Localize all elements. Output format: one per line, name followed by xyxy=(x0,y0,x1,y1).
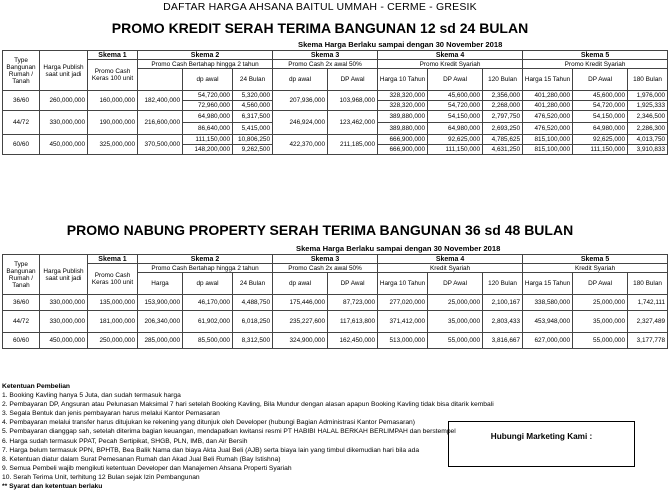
terms-item: 5. Pembayaran dianggap sah, setelah diterima bagian keuangan, mendapatkan kwitansi resmi PT HABIBI HALAL BERKAH BERLIMPAH dan berstempel xyxy=(2,428,456,436)
table-row xyxy=(3,135,668,145)
cell-skema5-dp: 54,150,000 xyxy=(573,111,628,123)
cell-harga: 330,000,000 xyxy=(40,295,88,311)
header-skema3: Skema 3 xyxy=(273,255,378,264)
cell-s5a: 338,580,000 xyxy=(523,295,573,311)
cell-s5c: 2,327,489 xyxy=(628,311,668,333)
cell-skema5-dp: 54,720,000 xyxy=(573,101,628,111)
cell-skema5-dp: 45,600,000 xyxy=(573,91,628,101)
cell-dp: 85,500,000 xyxy=(183,333,233,349)
header-s2-sub: Promo Cash Bertahap hingga 2 tahun xyxy=(138,60,273,69)
terms-footnote: ** Syarat dan ketentuan berlaku xyxy=(2,483,103,491)
cell-skema5-dp: 64,980,000 xyxy=(573,123,628,135)
cell-type: 44/72 xyxy=(3,311,40,333)
cell-s2: 153,900,000 xyxy=(138,295,183,311)
cell-skema2-24bulan: 9,262,500 xyxy=(233,145,273,155)
cell-s4c: 2,803,433 xyxy=(483,311,523,333)
header-s5-180: 180 Bulan xyxy=(628,69,668,91)
cell-skema4-120: 2,693,250 xyxy=(483,123,523,135)
header-s4-dp: DP Awal xyxy=(428,69,483,91)
cell-type: 36/60 xyxy=(3,91,40,111)
cell-s5b: 35,000,000 xyxy=(573,311,628,333)
cell-skema2-dp: 72,960,000 xyxy=(183,101,233,111)
header-24-bulan: 24 Bulan xyxy=(233,273,273,295)
cell-skema4-harga: 389,880,000 xyxy=(378,111,428,123)
header-s3-dp-awal2: DP Awal xyxy=(328,273,378,295)
header-s3-dp-awal: dp awal xyxy=(273,273,328,295)
terms-item: 7. Harga belum termasuk PPN, BPHTB, Bea Balik Nama dan biaya Akta Jual Beli (AJB) serta biaya lain yang timbul dikemudian hari bila ada xyxy=(2,446,420,454)
header-skema2: Skema 2 xyxy=(138,51,273,60)
header-skema2: Skema 2 xyxy=(138,255,273,264)
cell-s4b: 35,000,000 xyxy=(428,311,483,333)
cell-skema2-dp: 64,980,000 xyxy=(183,111,233,123)
cell-skema4-dp: 54,720,000 xyxy=(428,101,483,111)
header-s4-sub: Promo Kredit Syariah xyxy=(378,60,523,69)
header-s3-sub: Promo Cash 2x awal 50% xyxy=(273,60,378,69)
table-row xyxy=(3,295,668,311)
header-type: Type Bangunan Rumah / Tanah xyxy=(3,255,40,295)
header-s5-180: 180 Bulan xyxy=(628,273,668,295)
terms-item: 4. Pembayaran melalui transfer harus ditujukan ke rekening yang ditunjuk oleh Developer (hubungi Bagian Administrasi Kantor Pemasaran) xyxy=(2,419,416,427)
header-s4-harga: Harga 10 Tahun xyxy=(378,69,428,91)
cell-dp: 46,170,000 xyxy=(183,295,233,311)
table-row xyxy=(3,111,668,123)
cell-skema4-dp: 45,600,000 xyxy=(428,91,483,101)
header-type: Type Bangunan Rumah / Tanah xyxy=(3,51,40,91)
header-s1-sub: Promo Cash Keras 100 unit xyxy=(88,264,138,295)
header-s1-sub: Promo Cash Keras 100 unit xyxy=(88,60,138,91)
cell-s5a: 627,000,000 xyxy=(523,333,573,349)
header-skema5: Skema 5 xyxy=(523,51,668,60)
cell-s1: 181,000,000 xyxy=(88,311,138,333)
cell-skema3-b: 123,462,000 xyxy=(328,111,378,135)
promo1-title: PROMO KREDIT SERAH TERIMA BANGUNAN 12 sd 24 BULAN xyxy=(111,20,529,36)
table-row xyxy=(3,311,668,333)
cell-skema4-harga: 666,900,000 xyxy=(378,135,428,145)
cell-s5a: 453,948,000 xyxy=(523,311,573,333)
cell-s4a: 277,020,000 xyxy=(378,295,428,311)
cell-harga: 260,000,000 xyxy=(40,91,88,111)
header-s5-harga: Harga 15 Tahun xyxy=(523,273,573,295)
cell-skema1: 160,000,000 xyxy=(88,91,138,111)
cell-s4b: 55,000,000 xyxy=(428,333,483,349)
cell-s1: 135,000,000 xyxy=(88,295,138,311)
cell-type: 60/60 xyxy=(3,135,40,155)
header-dp-awal: dp awal xyxy=(183,69,233,91)
cell-skema1: 325,000,000 xyxy=(88,135,138,155)
cell-skema2-dp: 111,150,000 xyxy=(183,135,233,145)
header-skema5: Skema 5 xyxy=(523,255,668,264)
header-s5-sub: Promo Kredit Syariah xyxy=(523,60,668,69)
promo1-table xyxy=(2,50,668,155)
header-skema1: Skema 1 xyxy=(88,51,138,60)
header-s3-dp-awal2: DP Awal xyxy=(328,69,378,91)
cell-s2: 285,000,000 xyxy=(138,333,183,349)
cell-skema5-180: 2,286,300 xyxy=(628,123,668,135)
header-skema1: Skema 1 xyxy=(88,255,138,264)
cell-skema2-dp: 86,640,000 xyxy=(183,123,233,135)
cell-type: 44/72 xyxy=(3,111,40,135)
promo1-subtitle: Skema Harga Berlaku sampai dengan 30 November 2018 xyxy=(298,40,503,49)
header-s5-dp: DP Awal xyxy=(573,273,628,295)
terms-item: 1. Booking Kavling hanya 5 Juta, dan sudah termasuk harga xyxy=(2,392,181,400)
cell-skema4-dp: 54,150,000 xyxy=(428,111,483,123)
cell-harga: 330,000,000 xyxy=(40,311,88,333)
cell-skema2-harga: 370,500,000 xyxy=(138,135,183,155)
cell-s5b: 55,000,000 xyxy=(573,333,628,349)
cell-skema5-180: 2,346,500 xyxy=(628,111,668,123)
header-24-bulan: 24 Bulan xyxy=(233,69,273,91)
cell-s5b: 25,000,000 xyxy=(573,295,628,311)
cell-skema4-harga: 389,880,000 xyxy=(378,123,428,135)
header-skema4: Skema 4 xyxy=(378,255,523,264)
cell-skema4-120: 2,268,000 xyxy=(483,101,523,111)
terms-item: 2. Pembayaran DP, Angsuran atau Pelunasan Maksimal 7 hari setelah Booking Kavling, Bila Mundur dengan alasan apapun Booking Kavling tidak bisa ditarik kembali xyxy=(2,401,494,409)
terms-item: 6. Harga sudah termasuk PPAT, Pecah Sertipikat, SHGB, PLN, IMB, dan Air Bersih xyxy=(2,437,248,445)
cell-skema2-24bulan: 5,320,000 xyxy=(233,91,273,101)
header-dp-awal: dp awal xyxy=(183,273,233,295)
header-s4-dp: DP Awal xyxy=(428,273,483,295)
header-s2-sub: Promo Cash Bertahap hingga 2 tahun xyxy=(138,264,273,273)
cell-s4a: 371,412,000 xyxy=(378,311,428,333)
header-s4-harga: Harga 10 Tahun xyxy=(378,273,428,295)
cell-skema4-120: 2,797,750 xyxy=(483,111,523,123)
cell-skema5-180: 4,013,750 xyxy=(628,135,668,145)
cell-skema4-120: 4,631,250 xyxy=(483,145,523,155)
cell-skema2-24bulan: 6,317,500 xyxy=(233,111,273,123)
cell-b24: 6,018,250 xyxy=(233,311,273,333)
cell-skema4-harga: 328,320,000 xyxy=(378,91,428,101)
cell-skema5-180: 3,910,833 xyxy=(628,145,668,155)
cell-skema5-180: 1,925,333 xyxy=(628,101,668,111)
cell-skema3-a: 207,936,000 xyxy=(273,91,328,111)
promo2-table xyxy=(2,254,668,349)
header-s2-harga: Harga xyxy=(138,273,183,295)
table-row xyxy=(3,91,668,101)
cell-skema2-24bulan: 4,560,000 xyxy=(233,101,273,111)
cell-s2: 206,340,000 xyxy=(138,311,183,333)
terms-item: 8. Ketentuan diatur dalam Surat Pemesanan Rumah dan Akad Jual Beli Rumah (Bay Istishna) xyxy=(2,455,281,463)
cell-harga: 330,000,000 xyxy=(40,111,88,135)
header-harga: Harga Publish saat unit jadi xyxy=(40,51,88,91)
contact-box xyxy=(448,421,635,467)
header-s4-sub: Kredit Syariah xyxy=(378,264,523,273)
cell-skema5-harga: 401,280,000 xyxy=(523,91,573,101)
cell-skema5-harga: 815,100,000 xyxy=(523,145,573,155)
cell-skema5-dp: 111,150,000 xyxy=(573,145,628,155)
cell-skema3-b: 103,968,000 xyxy=(328,91,378,111)
cell-b24: 4,488,750 xyxy=(233,295,273,311)
cell-skema2-dp: 54,720,000 xyxy=(183,91,233,101)
cell-s3a: 175,446,000 xyxy=(273,295,328,311)
cell-harga: 450,000,000 xyxy=(40,135,88,155)
cell-skema1: 190,000,000 xyxy=(88,111,138,135)
cell-skema4-dp: 92,625,000 xyxy=(428,135,483,145)
cell-type: 36/60 xyxy=(3,295,40,311)
cell-skema5-dp: 92,625,000 xyxy=(573,135,628,145)
cell-s1: 250,000,000 xyxy=(88,333,138,349)
cell-type: 60/60 xyxy=(3,333,40,349)
cell-s4c: 3,816,667 xyxy=(483,333,523,349)
cell-s3a: 235,227,600 xyxy=(273,311,328,333)
cell-dp: 61,902,000 xyxy=(183,311,233,333)
table-row xyxy=(3,333,668,349)
cell-s4b: 25,000,000 xyxy=(428,295,483,311)
cell-skema4-harga: 666,900,000 xyxy=(378,145,428,155)
page-header-title: DAFTAR HARGA AHSANA BAITUL UMMAH - CERME - GRESIK xyxy=(163,1,477,13)
terms-item: 9. Semua Pembeli wajib mengikuti ketentuan Developer dan Manajemen Ahsana Properti Syariah xyxy=(2,464,292,472)
header-s5-dp: DP Awal xyxy=(573,69,628,91)
terms-item: 10. Serah Terima Unit, terhitung 12 Bulan sejak Izin Pembangunan xyxy=(2,473,200,481)
cell-skema4-120: 2,356,000 xyxy=(483,91,523,101)
header-s5-harga: Harga 15 Tahun xyxy=(523,69,573,91)
promo2-title: PROMO NABUNG PROPERTY SERAH TERIMA BANGUNAN 36 sd 48 BULAN xyxy=(66,222,574,238)
header-s5-sub: Kredit Syariah xyxy=(523,264,668,273)
cell-skema4-dp: 111,150,000 xyxy=(428,145,483,155)
cell-s3a: 324,900,000 xyxy=(273,333,328,349)
header-skema3: Skema 3 xyxy=(273,51,378,60)
cell-skema5-harga: 815,100,000 xyxy=(523,135,573,145)
cell-skema3-a: 422,370,000 xyxy=(273,135,328,155)
header-s3-dp-awal: dp awal xyxy=(273,69,328,91)
cell-skema2-dp: 148,200,000 xyxy=(183,145,233,155)
cell-skema2-harga: 182,400,000 xyxy=(138,91,183,111)
cell-s5c: 3,177,778 xyxy=(628,333,668,349)
cell-skema4-harga: 328,320,000 xyxy=(378,101,428,111)
cell-skema2-24bulan: 5,415,000 xyxy=(233,123,273,135)
terms-heading: Ketentuan Pembelian xyxy=(2,383,71,390)
cell-s3b: 87,723,000 xyxy=(328,295,378,311)
header-s4-120: 120 Bulan xyxy=(483,273,523,295)
cell-s4c: 2,100,167 xyxy=(483,295,523,311)
header-s4-120: 120 Bulan xyxy=(483,69,523,91)
cell-skema5-harga: 476,520,000 xyxy=(523,123,573,135)
header-skema4: Skema 4 xyxy=(378,51,523,60)
header-harga: Harga Publish saat unit jadi xyxy=(40,255,88,295)
cell-s4a: 513,000,000 xyxy=(378,333,428,349)
cell-skema4-120: 4,785,625 xyxy=(483,135,523,145)
cell-b24: 8,312,500 xyxy=(233,333,273,349)
cell-skema3-b: 211,185,000 xyxy=(328,135,378,155)
cell-skema2-harga: 216,600,000 xyxy=(138,111,183,135)
cell-s5c: 1,742,111 xyxy=(628,295,668,311)
cell-skema5-harga: 476,520,000 xyxy=(523,111,573,123)
cell-skema4-dp: 64,980,000 xyxy=(428,123,483,135)
cell-harga: 450,000,000 xyxy=(40,333,88,349)
cell-skema2-24bulan: 10,806,250 xyxy=(233,135,273,145)
cell-skema5-180: 1,976,000 xyxy=(628,91,668,101)
header-s2-blank xyxy=(138,69,183,91)
contact-label: Hubungi Marketing Kami : xyxy=(490,432,593,441)
cell-skema5-harga: 401,280,000 xyxy=(523,101,573,111)
cell-s3b: 117,613,800 xyxy=(328,311,378,333)
header-s3-sub: Promo Cash 2x awal 50% xyxy=(273,264,378,273)
terms-item: 3. Segala Bentuk dan jenis pembayaran harus melalui Kantor Pemasaran xyxy=(2,410,220,418)
promo2-subtitle: Skema Harga Berlaku sampai dengan 30 November 2018 xyxy=(296,244,501,253)
cell-skema3-a: 246,924,000 xyxy=(273,111,328,135)
cell-s3b: 162,450,000 xyxy=(328,333,378,349)
